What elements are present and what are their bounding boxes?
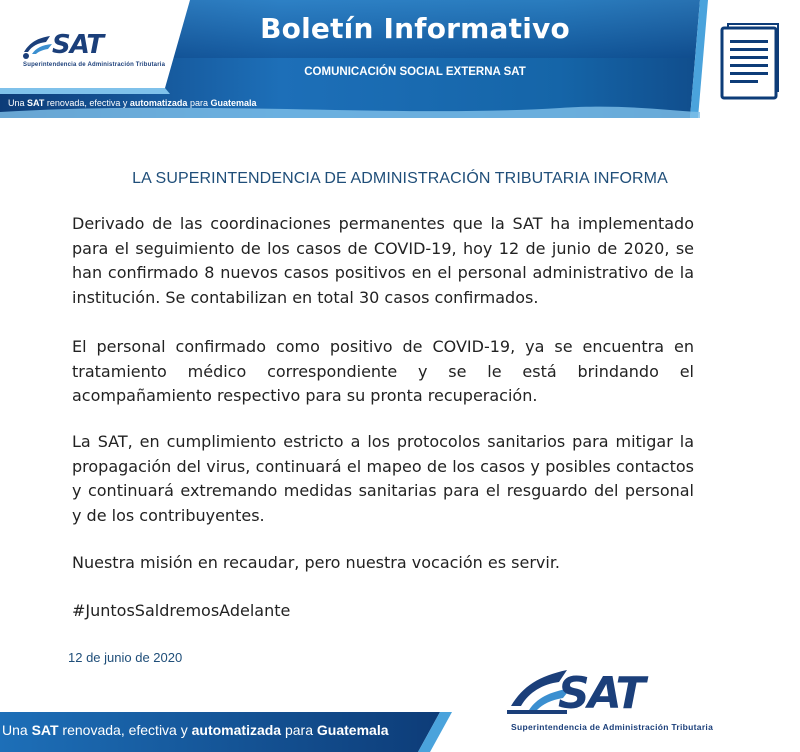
header-banner xyxy=(0,0,800,118)
footer-tagline-place: Guatemala xyxy=(316,722,389,738)
paragraph-treatment: El personal confirmado como positivo de COVID-19, ya se encuentra en tratamiento médico correspondiente y se le está brindando el acompañamiento respectivo para su pronta recuperación. xyxy=(72,337,694,405)
bulletin-title: Boletín Informativo xyxy=(260,12,570,45)
document-icon xyxy=(718,22,782,104)
footer-tagline-post: para xyxy=(281,722,317,738)
bulletin-subtitle: COMUNICACIÓN SOCIAL EXTERNA SAT xyxy=(304,66,526,78)
header-tagline xyxy=(8,98,256,108)
tagline-place: Guatemala xyxy=(210,98,257,108)
paragraph-cases-update: Derivado de las coordinaciones permanentes que la SAT ha implementado para el seguimiento de los casos de COVID-19, hoy 12 de junio de 2020, se han confirmado 8 nuevos casos positivos en el personal administrativo de la institución. Se contabilizan en total 30 casos confirmados. xyxy=(72,214,694,307)
tagline-mid: renovada, efectiva y xyxy=(44,98,130,108)
header-logo-caption: Superintendencia de Administración Tributaria xyxy=(23,62,166,68)
header-logo-wordmark: SAT xyxy=(52,30,104,60)
tagline-brand: SAT xyxy=(27,98,45,108)
tagline-bold: automatizada xyxy=(129,98,188,108)
footer-tagline xyxy=(2,722,389,738)
paragraph-hashtag: #JuntosSaldremosAdelante xyxy=(72,601,291,620)
publication-date: 12 de junio de 2020 xyxy=(68,650,183,665)
footer-tagline-mid: renovada, efectiva y xyxy=(58,722,192,738)
tagline-post: para xyxy=(187,98,211,108)
footer-logo-caption: Superintendencia de Administración Tributaria xyxy=(511,722,714,732)
footer-tagline-pre: Una xyxy=(2,722,32,738)
footer-logo-wordmark: SAT xyxy=(558,668,644,719)
tagline-pre: Una xyxy=(8,98,28,108)
footer-logo xyxy=(505,660,745,736)
paragraph-protocols: La SAT, en cumplimiento estricto a los protocolos sanitarios para mitigar la propagación del virus, continuará el mapeo de los casos y posibles contactos y continuará extremando medidas sanitarias para el resguardo del personal y de los contribuyentes. xyxy=(72,432,694,525)
footer-tagline-brand: SAT xyxy=(31,722,59,738)
paragraph-mission: Nuestra misión en recaudar, pero nuestra vocación es servir. xyxy=(72,553,561,572)
announcement-headline: LA SUPERINTENDENCIA DE ADMINISTRACIÓN TRIBUTARIA INFORMA xyxy=(132,170,668,187)
sat-logo-icon xyxy=(20,30,56,62)
footer-tagline-bold: automatizada xyxy=(191,722,282,738)
